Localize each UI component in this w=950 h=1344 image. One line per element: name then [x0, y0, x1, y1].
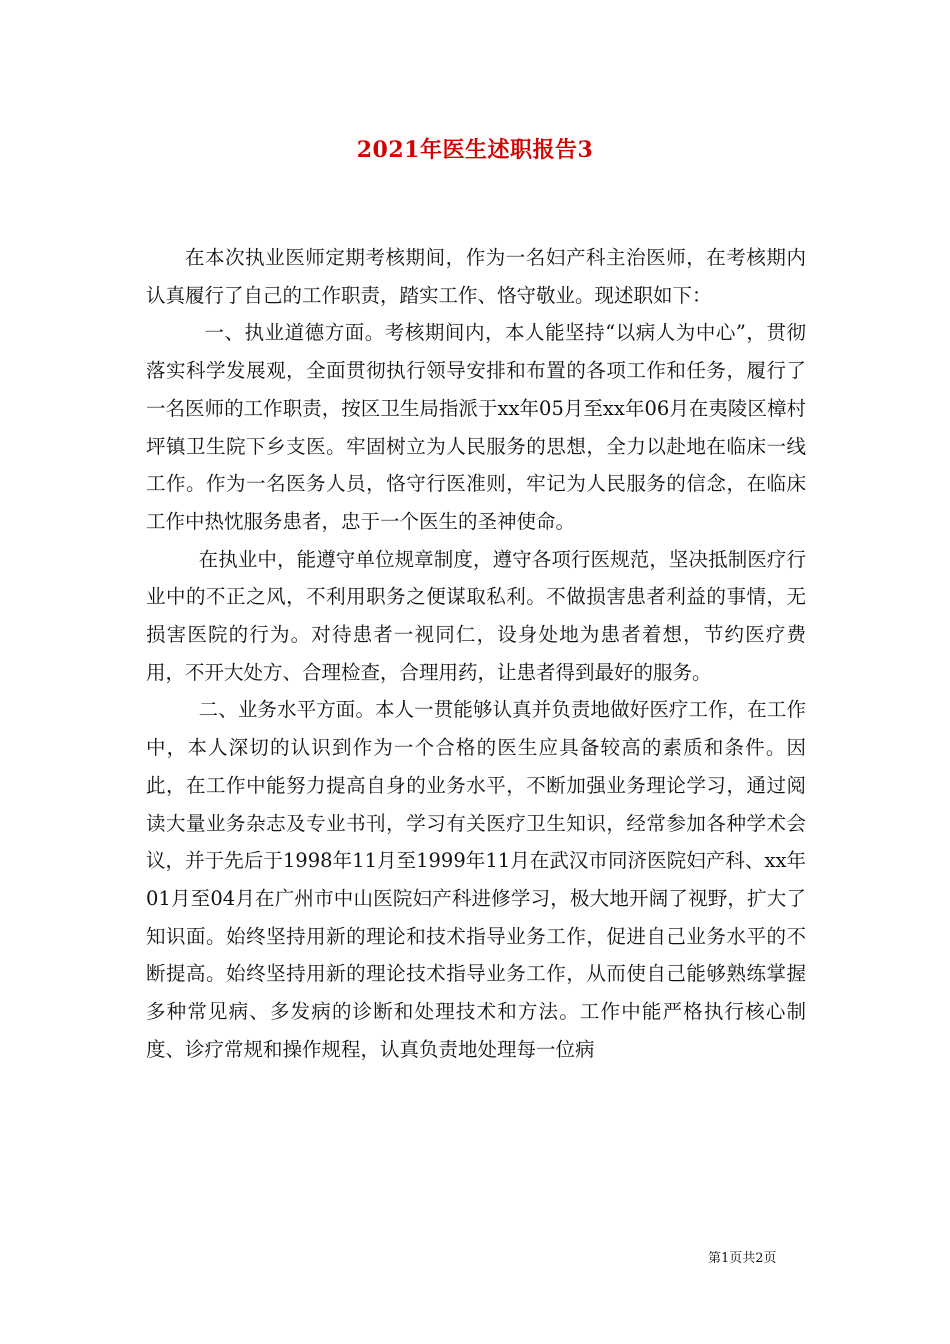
document-title: 2021年医生述职报告3 [356, 137, 594, 163]
document-body [146, 239, 806, 1068]
page-number: 第1页共2页 [708, 1251, 777, 1266]
ethics-paragraph: 一、执业道德方面。考核期间内，本人能坚持“以病人为中心”，贯彻落实科学发展观，全面贯彻执行领导安排和布置的各项工作和任务，履行了一名医师的工作职责，按区卫生局指派于xx年05月至xx年06月在夷陵区樟村坪镇卫生院下乡支医。牢固树立为人民服务的思想，全力以赴地在临床一线工作。作为一名医务人员，恪守行医准则，牢记为人民服务的信念，在临床工作中热忱服务患者，忠于一个医生的圣神使命。 [146, 321, 806, 533]
conduct-paragraph: 在执业中，能遵守单位规章制度，遵守各项行医规范，坚决抵制医疗行业中的不正之风，不利用职务之便谋取私利。不做损害患者利益的事情，无损害医院的行为。对待患者一视同仁，设身处地为患者着想，节约医疗费用，不开大处方、合理检查，合理用药，让患者得到最好的服务。 [146, 547, 806, 684]
professional-level-paragraph: 二、业务水平方面。本人一贯能够认真并负责地做好医疗工作，在工作中，本人深切的认识到作为一个合格的医生应具备较高的素质和条件。因此，在工作中能努力提高自身的业务水平，不断加强业务理论学习，通过阅读大量业务杂志及专业书刊，学习有关医疗卫生知识，经常参加各种学术会议，并于先后于1998年11月至1999年11月在武汉市同济医院妇产科、xx年01月至04月在广州市中山医院妇产科进修学习，极大地开阔了视野，扩大了知识面。始终坚持用新的理论和技术指导业务工作，促进自己业务水平的不断提高。始终坚持用新的理论技术指导业务工作，从而使自己能够熟练掌握多种常见病、多发病的诊断和处理技术和方法。工作中能严格执行核心制度、诊疗常规和操作规程，认真负责地处理每一位病 [146, 698, 806, 1061]
intro-paragraph: 在本次执业医师定期考核期间，作为一名妇产科主治医师，在考核期内认真履行了自己的工作职责，踏实工作、恪守敬业。现述职如下： [146, 246, 806, 307]
